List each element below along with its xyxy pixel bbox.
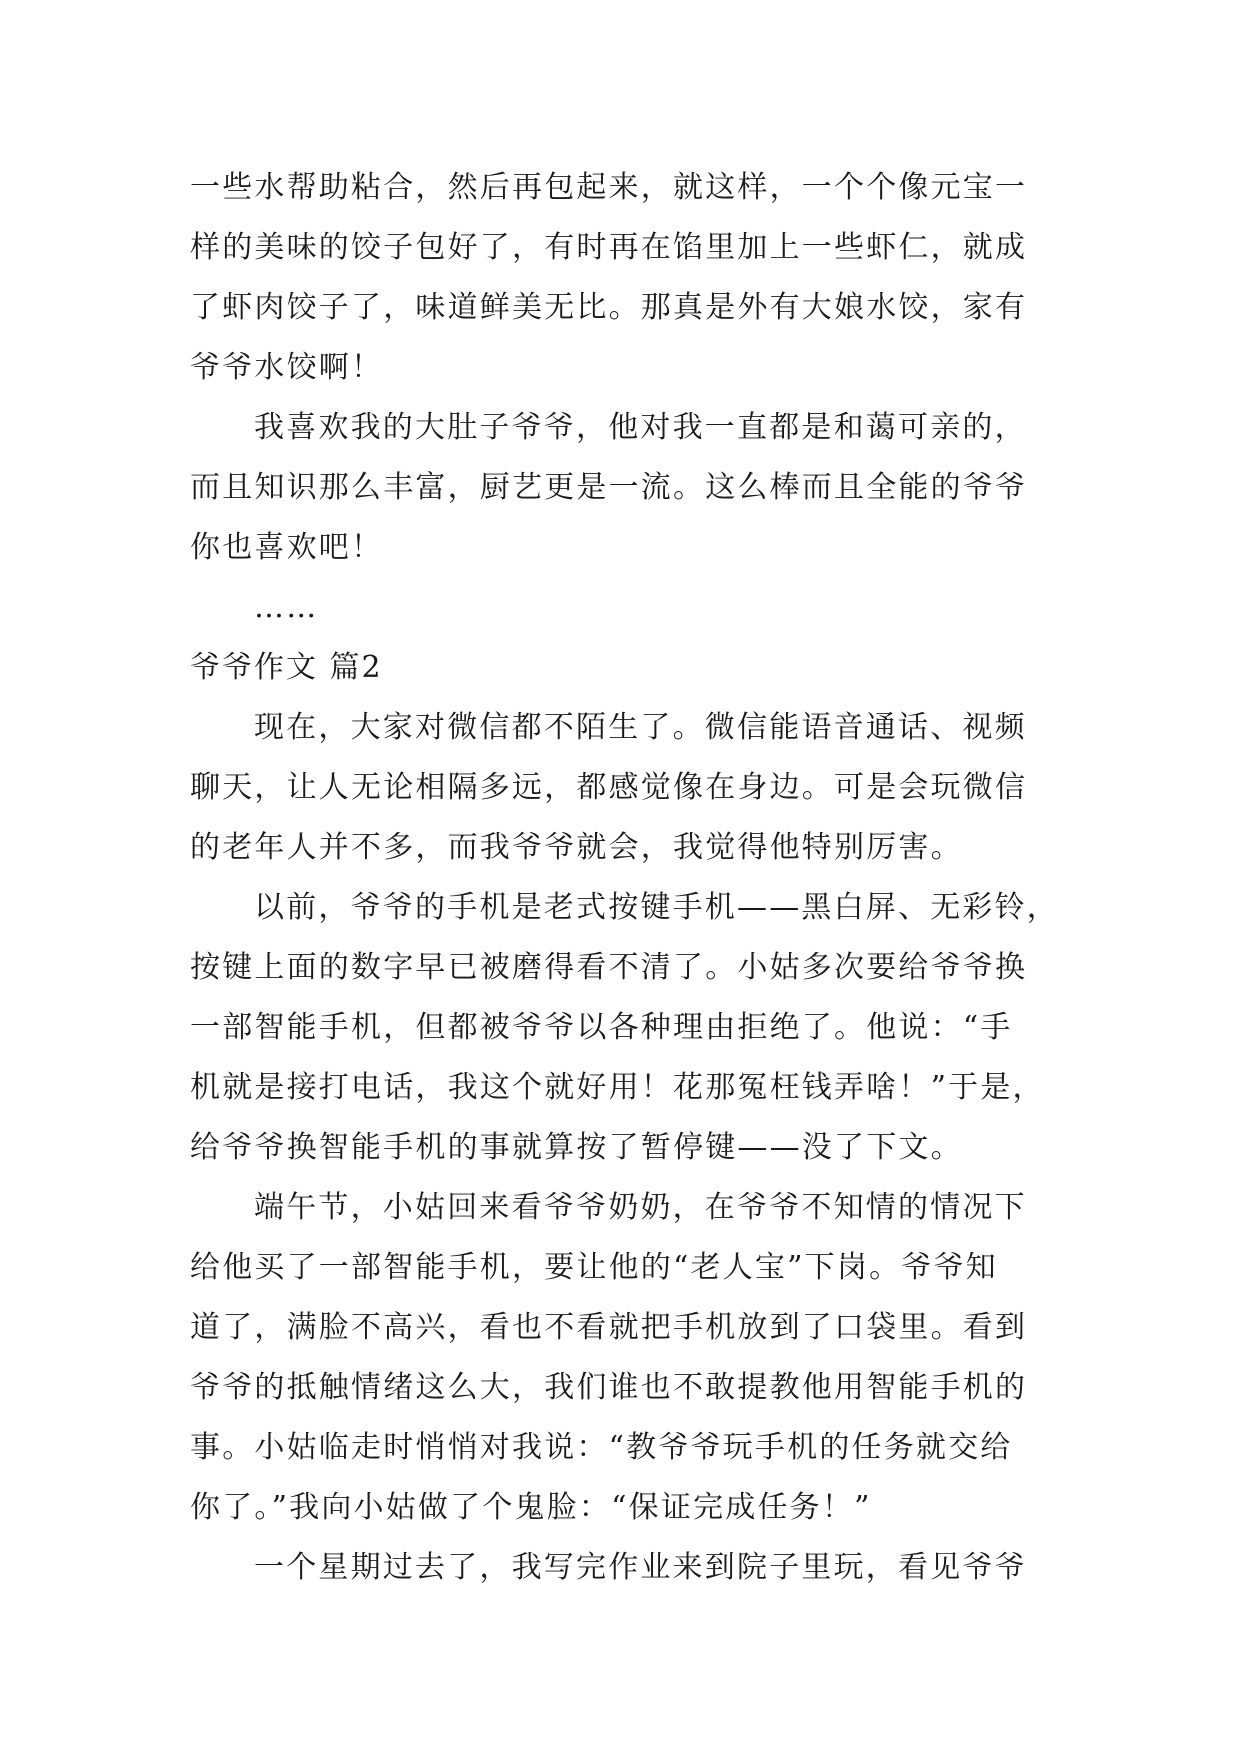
text-line: 一部智能手机，但都被爷爷以各种理由拒绝了。他说：“手 [190, 1010, 1013, 1045]
paragraph-start-line: 现在，大家对微信都不陌生了。微信能语音通话、视频 [254, 710, 1027, 745]
text-line: 样的美味的饺子包好了，有时再在馅里加上一些虾仁，就成 [190, 230, 1028, 265]
ellipsis-line: …… [254, 590, 319, 625]
text-line: 事。小姑临走时悄悄对我说：“教爷爷玩手机的任务就交给 [190, 1430, 1013, 1465]
text-line: 而且知识那么丰富，厨艺更是一流。这么棒而且全能的爷爷 [190, 470, 1028, 505]
text-line: 机就是接打电话，我这个就好用！花那冤枉钱弄啥！”于是， [190, 1070, 1045, 1105]
text-line: 一些水帮助粘合，然后再包起来，就这样，一个个像元宝一 [190, 170, 1028, 205]
paragraph-start-line: 一个星期过去了，我写完作业来到院子里玩，看见爷爷 [254, 1550, 1027, 1585]
text-line: 按键上面的数字早已被磨得看不清了。小姑多次要给爷爷换 [190, 950, 1028, 985]
text-line: 给他买了一部智能手机，要让他的“老人宝”下岗。爷爷知 [190, 1250, 998, 1285]
document-body [190, 158, 1060, 1598]
text-line: 道了，满脸不高兴，看也不看就把手机放到了口袋里。看到 [190, 1310, 1028, 1345]
text-line: 聊天，让人无论相隔多远，都感觉像在身边。可是会玩微信 [190, 770, 1028, 805]
text-line: 爷爷的抵触情绪这么大，我们谁也不敢提教他用智能手机的 [190, 1370, 1028, 1405]
text-line: 你也喜欢吧！ [190, 530, 384, 565]
text-line: 爷爷水饺啊！ [190, 350, 384, 385]
text-line: 你了。”我向小姑做了个鬼脸：“保证完成任务！” [190, 1490, 872, 1525]
section-title: 爷爷作文 篇2 [190, 650, 383, 685]
paragraph-start-line: 我喜欢我的大肚子爷爷，他对我一直都是和蔼可亲的， [254, 410, 1027, 445]
paragraph-start-line: 以前，爷爷的手机是老式按键手机——黑白屏、无彩铃， [254, 890, 1059, 925]
text-line: 给爷爷换智能手机的事就算按了暂停键——没了下文。 [190, 1130, 963, 1165]
text-line: 的老年人并不多，而我爷爷就会，我觉得他特别厉害。 [190, 830, 963, 865]
paragraph-start-line: 端午节，小姑回来看爷爷奶奶，在爷爷不知情的情况下 [254, 1190, 1027, 1225]
text-line: 了虾肉饺子了，味道鲜美无比。那真是外有大娘水饺，家有 [190, 290, 1028, 325]
